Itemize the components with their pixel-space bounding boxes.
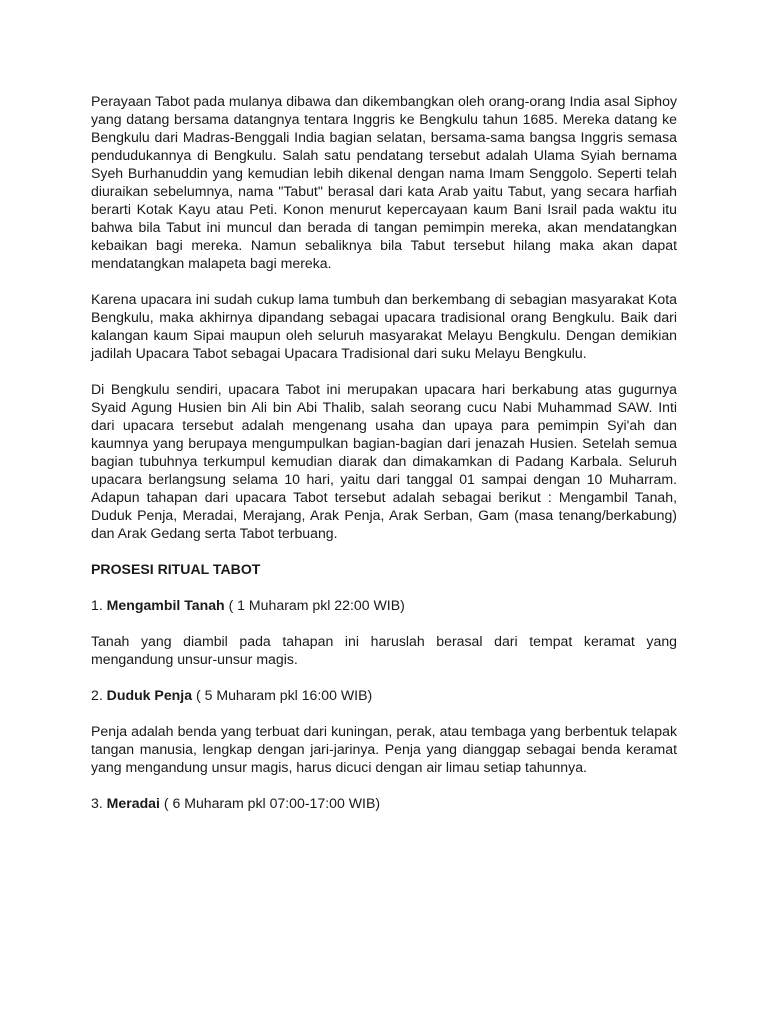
step-1-title — [91, 596, 677, 614]
step-name: Mengambil Tanah — [106, 597, 225, 613]
step-number: 3. — [91, 795, 107, 811]
step-name: Duduk Penja — [106, 687, 193, 703]
tradition-paragraph: Karena upacara ini sudah cukup lama tumbuh dan berkembang di sebagian masyarakat Kota Bengkulu, maka akhirnya dipandang sebagai upacara tradisional orang Bengkulu. Baik dari kalangan kaum Sipai maupun oleh seluruh masyarakat Melayu Bengkulu. Dengan demikian jadilah Upacara Tabot sebagai Upacara Tradisional dari suku Melayu Bengkulu. — [91, 291, 677, 361]
step-number: 2. — [91, 687, 107, 703]
step-3-title — [91, 794, 677, 812]
document-page — [91, 92, 677, 830]
step-name: Meradai — [106, 795, 160, 811]
step-2-title — [91, 686, 677, 704]
step-time: ( 5 Muharam pkl 16:00 WIB) — [192, 687, 373, 703]
step-number: 1. — [91, 597, 107, 613]
step-time: ( 6 Muharam pkl 07:00-17:00 WIB) — [159, 795, 381, 811]
step-time: ( 1 Muharam pkl 22:00 WIB) — [224, 597, 405, 613]
step-2-description: Penja adalah benda yang terbuat dari kuningan, perak, atau tembaga yang berbentuk telapak tangan manusia, lengkap dengan jari-jarinya. Penja yang dianggap sebagai benda keramat yang mengandung unsur magis, harus dicuci dengan air limau setiap tahunnya. — [91, 723, 677, 775]
intro-paragraph: Perayaan Tabot pada mulanya dibawa dan dikembangkan oleh orang-orang India asal Siphoy yang datang bersama datangnya tentara Inggris ke Bengkulu tahun 1685. Mereka datang ke Bengkulu dari Madras-Benggali India bagian selatan, bersama-sama bangsa Inggris semasa pendudukannya di Bengkulu. Salah satu pendatang tersebut adalah Ulama Syiah bernama Syeh Burhanuddin yang kemudian lebih dikenal dengan nama Imam Senggolo. Seperti telah diuraikan sebelumnya, nama "Tabut" berasal dari kata Arab yaitu Tabut, yang secara harfiah berarti Kotak Kayu atau Peti. Konon menurut kepercayaan kaum Bani Israil pada waktu itu bahwa bila Tabut ini muncul dan berada di tangan pemimpin mereka, akan mendatangkan kebaikan bagi mereka. Namun sebaliknya bila Tabut tersebut hilang maka akan dapat mendatangkan malapeta bagi mereka. — [91, 93, 677, 271]
ceremony-paragraph: Di Bengkulu sendiri, upacara Tabot ini merupakan upacara hari berkabung atas gugurnya Syaid Agung Husien bin Ali bin Abi Thalib, salah seorang cucu Nabi Muhammad SAW. Inti dari upacara tersebut adalah mengenang usaha dan upaya para pemimpin Syi'ah dan kaumnya yang berupaya mengumpulkan bagian-bagian dari jenazah Husien. Setelah semua bagian tubuhnya terkumpul kemudian diarak dan dimakamkan di Padang Karbala. Seluruh upacara berlangsung selama 10 hari, yaitu dari tanggal 01 sampai dengan 10 Muharram. Adapun tahapan dari upacara Tabot tersebut adalah sebagai berikut : Mengambil Tanah, Duduk Penja, Meradai, Merajang, Arak Penja, Arak Serban, Gam (masa tenang/berkabung) dan Arak Gedang serta Tabot terbuang. — [91, 381, 677, 541]
section-heading: PROSESI RITUAL TABOT — [91, 561, 261, 577]
step-1-description: Tanah yang diambil pada tahapan ini haruslah berasal dari tempat keramat yang mengandung unsur-unsur magis. — [91, 633, 677, 667]
